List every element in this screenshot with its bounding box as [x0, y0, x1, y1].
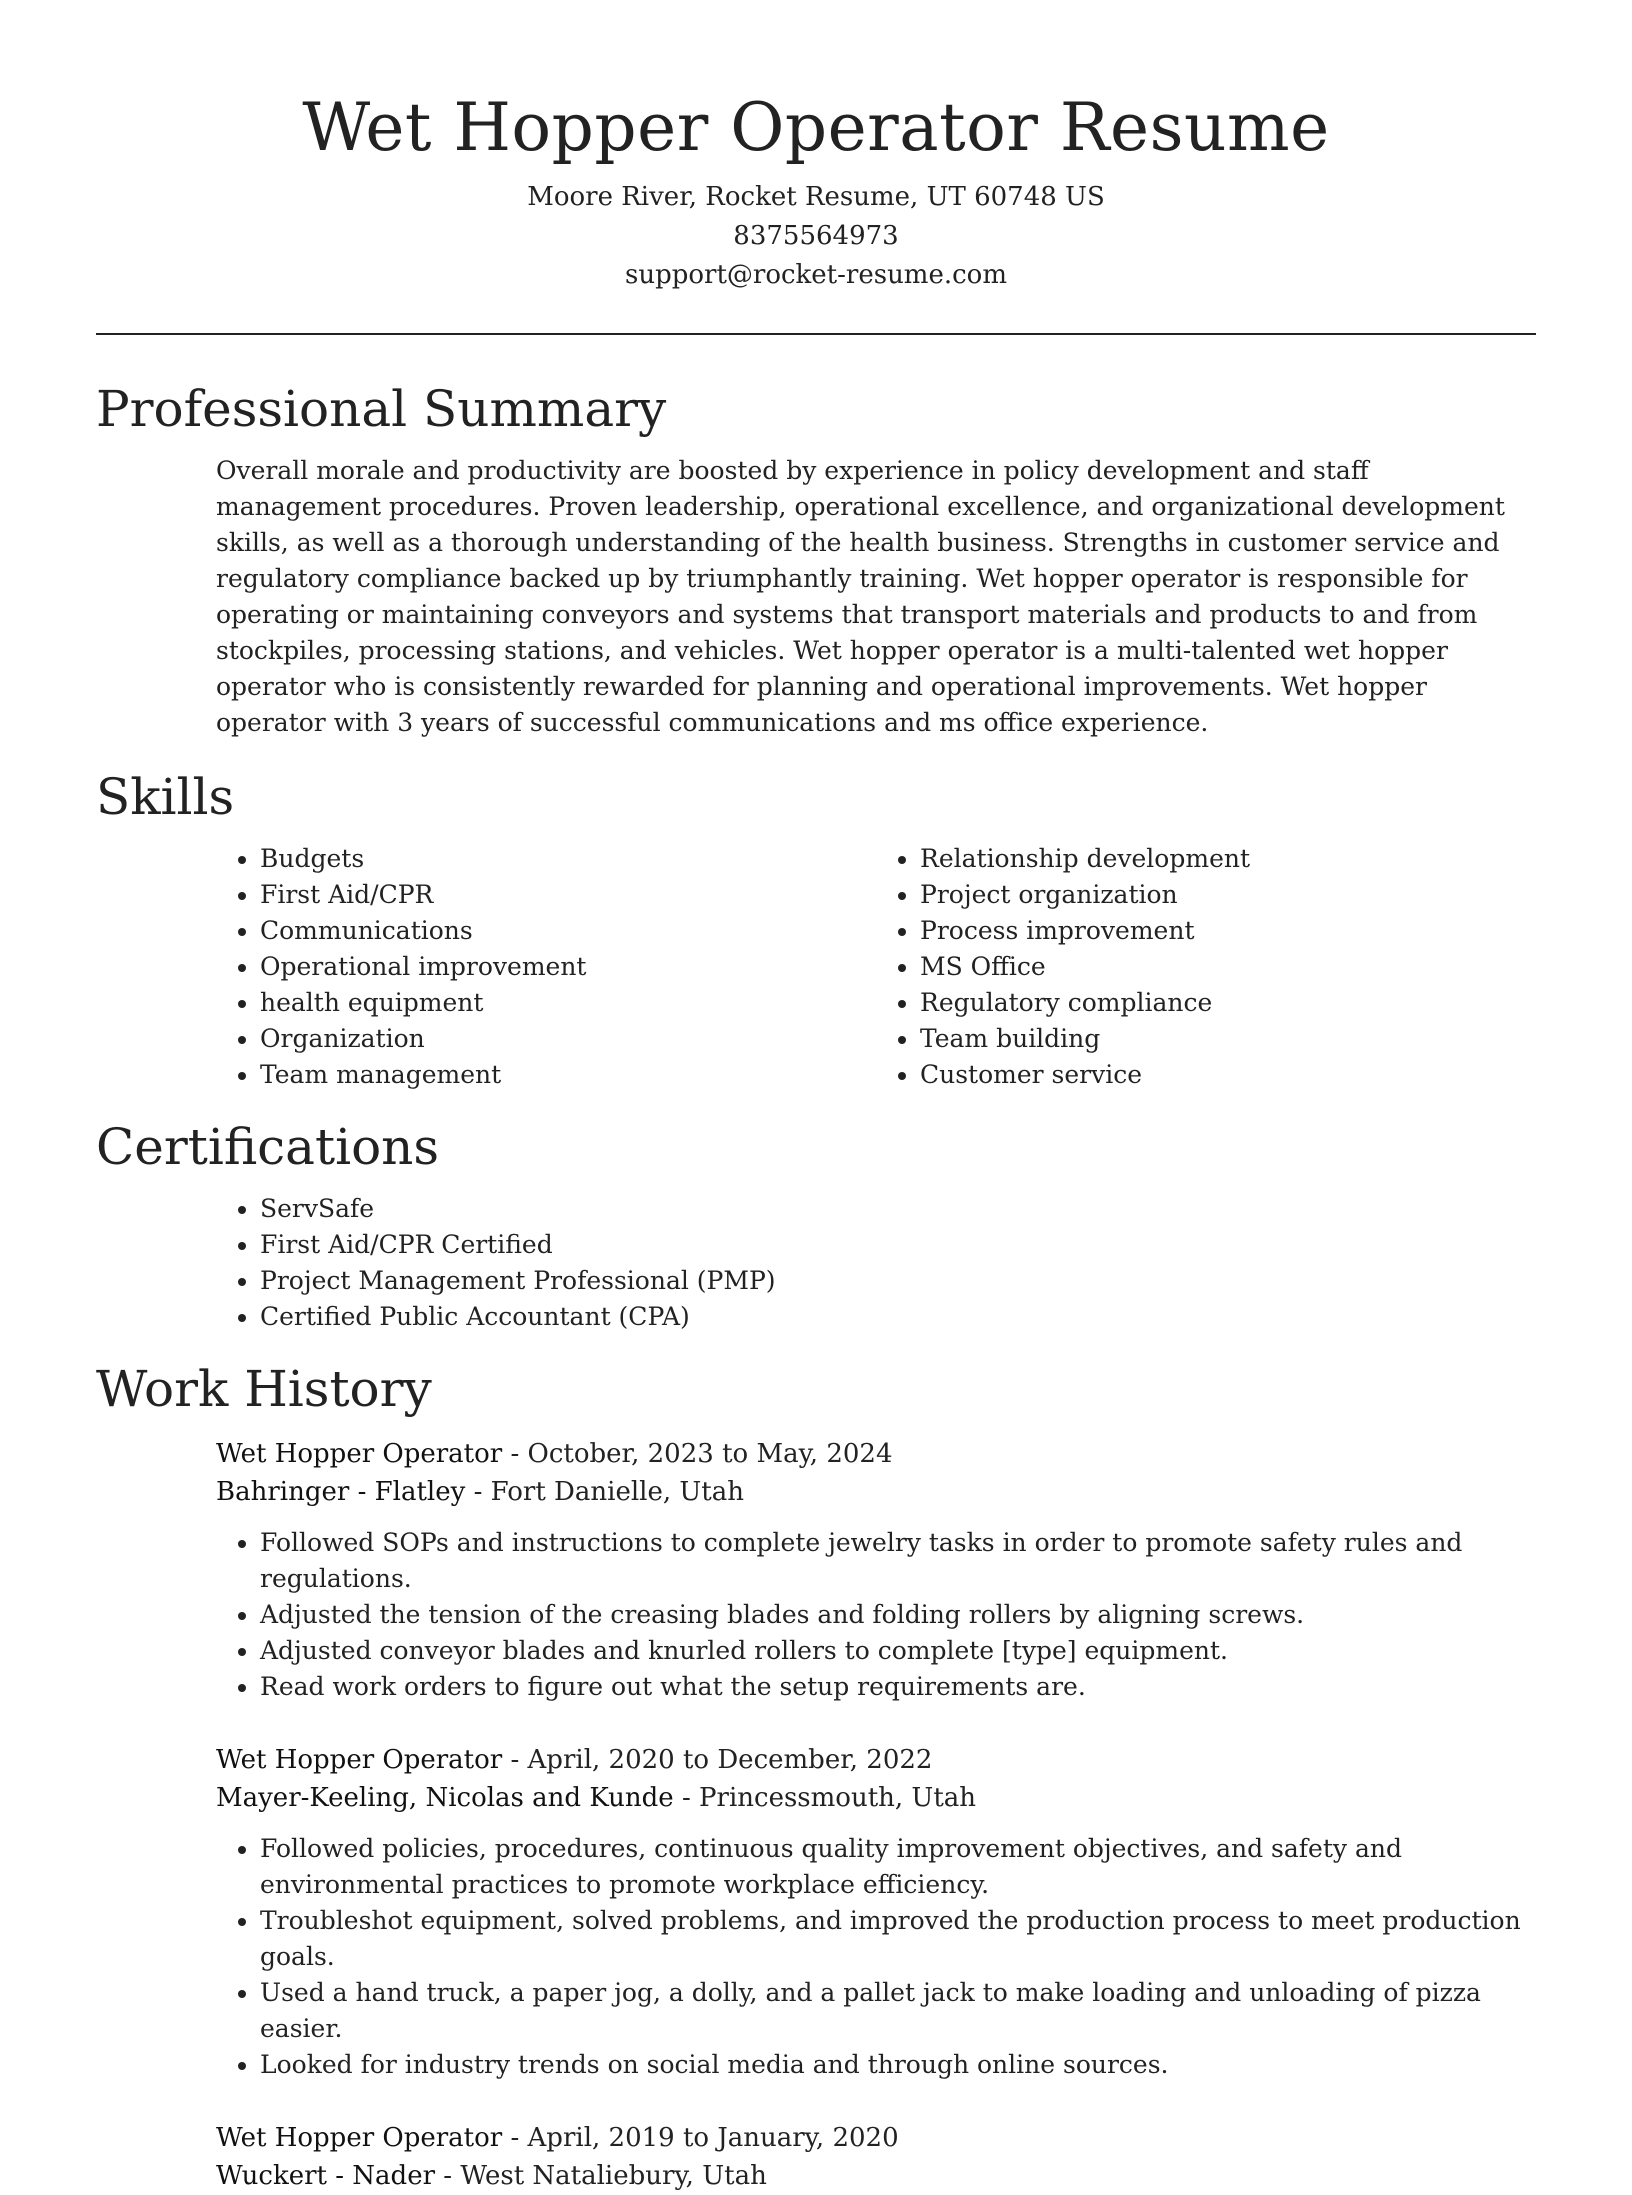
- skill-item: • Operational improvement: [260, 949, 876, 985]
- skills-heading: Skills: [96, 768, 235, 826]
- certification-item: • First Aid/CPR Certified: [260, 1227, 1536, 1263]
- work-history-heading: Work History: [96, 1360, 432, 1418]
- separator: -: [502, 1745, 528, 1775]
- job-bullet: • Used a hand truck, a paper jog, a dolly, and a pallet jack to make loading and unloading of pizza easier.: [260, 1975, 1536, 2047]
- job-location: Princessmouth, Utah: [699, 1783, 977, 1813]
- job-dates: April, 2020 to December, 2022: [527, 1745, 933, 1775]
- job-title: Wet Hopper Operator: [216, 1439, 503, 1469]
- separator: -: [435, 2161, 461, 2191]
- job-company-line: [216, 2157, 1536, 2195]
- separator: -: [502, 2123, 528, 2153]
- skills-columns: [216, 841, 1536, 1093]
- skill-item: • Process improvement: [920, 913, 1536, 949]
- certifications-block: [216, 1191, 1536, 1335]
- job-entry: [216, 1435, 1536, 1705]
- skill-item: • MS Office: [920, 949, 1536, 985]
- skill-item: • Customer service: [920, 1057, 1536, 1093]
- job-bullet: • Looked for industry trends on social media and through online sources.: [260, 2047, 1536, 2083]
- certification-item: • Project Management Professional (PMP): [260, 1263, 1536, 1299]
- job-company: Mayer-Keeling, Nicolas and Kunde: [216, 1783, 674, 1813]
- job-location: Fort Danielle, Utah: [490, 1477, 745, 1507]
- certification-item: • ServSafe: [260, 1191, 1536, 1227]
- job-dates: October, 2023 to May, 2024: [527, 1439, 893, 1469]
- skill-item: • Team management: [260, 1057, 876, 1093]
- job-bullets: [216, 1525, 1536, 1705]
- contact-phone: 8375564973: [733, 221, 899, 251]
- job-bullets: [216, 1831, 1536, 2083]
- skill-item: • Budgets: [260, 841, 876, 877]
- job-bullet: • Troubleshot equipment, solved problems, and improved the production process to meet production goals.: [260, 1903, 1536, 1975]
- job-bullet: • Followed SOPs and instructions to complete jewelry tasks in order to promote safety rules and regulations.: [260, 1525, 1536, 1597]
- job-company: Bahringer - Flatley: [216, 1477, 466, 1507]
- certifications-list: [216, 1191, 1536, 1335]
- job-title-line: [216, 1435, 1536, 1473]
- separator: -: [465, 1477, 491, 1507]
- skills-list-right: [876, 841, 1536, 1093]
- job-title: Wet Hopper Operator: [216, 2123, 503, 2153]
- contact-block: [96, 178, 1536, 295]
- job-bullet: • Read work orders to figure out what the setup requirements are.: [260, 1669, 1536, 1705]
- skill-item: • Organization: [260, 1021, 876, 1057]
- job-bullet: • Adjusted conveyor blades and knurled rollers to complete [type] equipment.: [260, 1633, 1536, 1669]
- header-divider: [96, 333, 1536, 335]
- job-company-line: [216, 1779, 1536, 1817]
- resume-header: [96, 0, 1536, 295]
- job-company-line: [216, 1473, 1536, 1511]
- job-title: Wet Hopper Operator: [216, 1745, 503, 1775]
- job-entry: [216, 2119, 1536, 2195]
- skill-item: • health equipment: [260, 985, 876, 1021]
- job-dates: April, 2019 to January, 2020: [527, 2123, 899, 2153]
- certifications-heading: Certifications: [96, 1118, 440, 1176]
- job-company: Wuckert - Nader: [216, 2161, 436, 2191]
- job-title-line: [216, 1741, 1536, 1779]
- job-location: West Nataliebury, Utah: [460, 2161, 767, 2191]
- skill-item: • Relationship development: [920, 841, 1536, 877]
- skill-item: • Project organization: [920, 877, 1536, 913]
- job-entry: [216, 1741, 1536, 2083]
- summary-text: Overall morale and productivity are boosted by experience in policy development and staff management procedures. Proven leadership, operational excellence, and organizational development skills, as well as a thorough understanding of the health business. Strengths in customer service and regulatory compliance backed up by triumphantly training. Wet hopper operator is responsible for operating or maintaining conveyors and systems that transport materials and products to and from stockpiles, processing stations, and vehicles. Wet hopper operator is a multi-talented wet hopper operator who is consistently rewarded for planning and operational improvements. Wet hopper operator with 3 years of successful communications and ms office experience.: [216, 456, 1505, 737]
- certification-item: • Certified Public Accountant (CPA): [260, 1299, 1536, 1335]
- separator: -: [673, 1783, 700, 1813]
- job-bullet: • Followed policies, procedures, continuous quality improvement objectives, and safety and environmental practices to promote workplace efficiency.: [260, 1831, 1536, 1903]
- separator: -: [502, 1439, 528, 1469]
- resume-title: Wet Hopper Operator Resume: [302, 89, 1330, 166]
- skill-item: • Regulatory compliance: [920, 985, 1536, 1021]
- skill-item: • Team building: [920, 1021, 1536, 1057]
- skill-item: • First Aid/CPR: [260, 877, 876, 913]
- contact-address: Moore River, Rocket Resume, UT 60748 US: [527, 182, 1105, 212]
- summary-heading: Professional Summary: [96, 380, 667, 438]
- job-bullet: • Adjusted the tension of the creasing blades and folding rollers by aligning screws.: [260, 1597, 1536, 1633]
- contact-email: support@rocket-resume.com: [624, 260, 1007, 290]
- job-title-line: [216, 2119, 1536, 2157]
- skills-list-left: [216, 841, 876, 1093]
- skill-item: • Communications: [260, 913, 876, 949]
